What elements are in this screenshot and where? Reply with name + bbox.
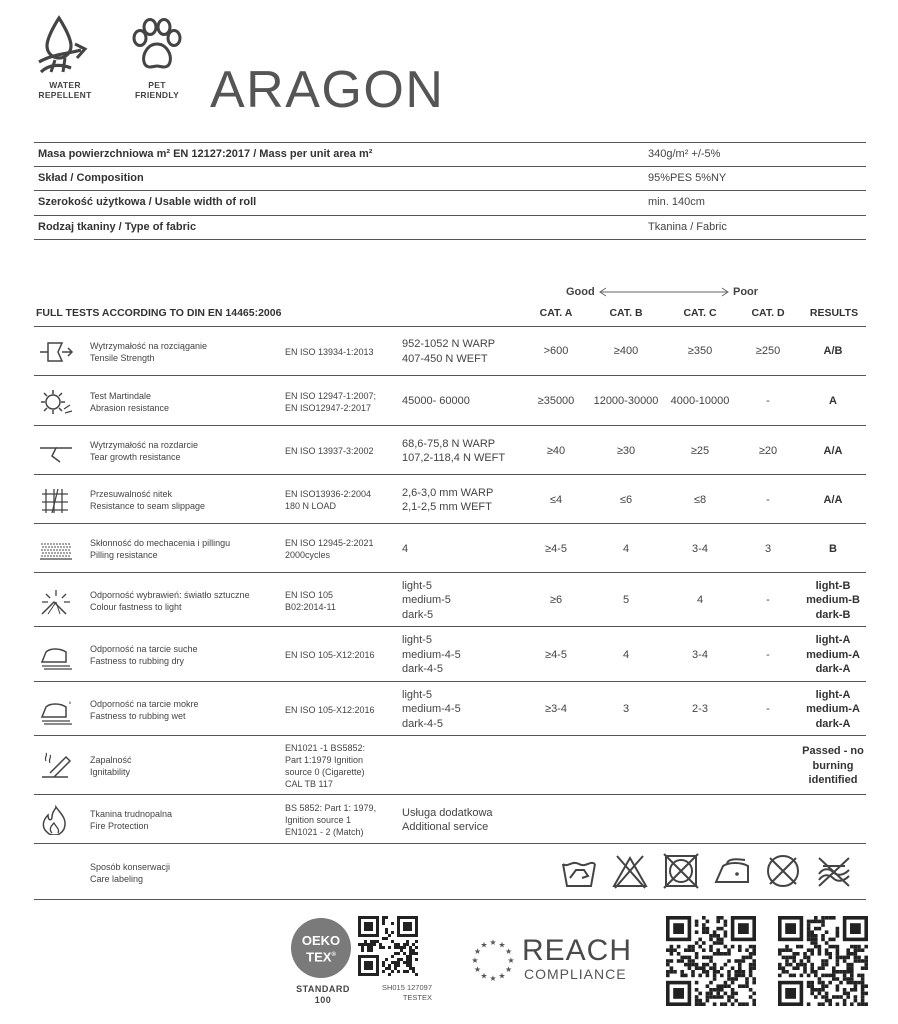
test-norm-line: Part 1:1979 Ignition [285,755,364,765]
svg-text:★: ★ [489,974,497,983]
test-name-en: Tear growth resistance [90,452,181,462]
hand-wash-icon [560,852,598,890]
ignitability-icon [38,751,74,781]
test-norm-line: EN1021 - 2 (Match) [285,827,364,837]
test-norm-line: EN ISO12947-2:2017 [285,402,372,413]
test-value-line: 2,1-2,5 mm WEFT [402,501,492,513]
test-value [402,633,461,677]
test-cat-d: ≥20 [758,444,778,457]
test-cat-a: ≥35000 [537,395,575,407]
rubbing-dry-icon [38,640,74,670]
test-value-line: Additional service [402,821,489,833]
test-cat-d: - [766,594,770,606]
spec-table [34,142,866,240]
test-result-line: light-A [815,634,851,647]
test-norm [285,537,395,561]
qr-code-right [778,916,868,1006]
test-result-line: A/A [823,444,843,457]
test-norm-line: EN ISO 105-X12:2016 [285,650,375,660]
test-value [402,437,505,466]
test-result-line: medium-B [806,594,860,607]
test-result-line: dark-A [815,717,851,730]
no-dry-clean-icon [764,852,802,890]
test-result [792,744,874,788]
test-cat-c: 2-3 [692,703,708,715]
test-norm [285,390,395,414]
test-value [402,337,495,366]
feature-label: PET FRIENDLY [134,80,180,100]
spec-row [34,216,866,241]
test-result-line: burning [812,759,854,772]
water-drop-icon [37,14,93,76]
test-norm [285,346,395,358]
test-cat-b: 12000-30000 [593,395,659,407]
pilling-icon [38,534,74,564]
test-value-line: 68,6-75,8 N WARP [402,437,496,450]
test-result-line: A/A [823,493,843,506]
test-cat-a: ≥3-4 [545,703,567,715]
test-result-line: light-B [815,579,851,592]
test-value-line: dark-4-5 [402,663,443,676]
test-norm-line: EN ISO13936-2:2004 [285,489,372,499]
test-value [402,394,470,409]
reach-logo-text: REACH [522,934,633,967]
test-cat-c: 3-4 [692,542,708,555]
seam-slippage-icon [38,485,74,515]
col-results: RESULTS [809,307,859,319]
test-value-line: medium-5 [402,594,451,607]
test-result-line: light-A [815,688,851,701]
test-name [90,589,250,613]
test-row [34,628,866,682]
feature-label: WATER REPELLENT [38,80,92,100]
test-result-line: A [829,395,837,408]
col-cat-d: CAT. D [751,307,785,319]
oeko-standard: STANDARD 100 [296,984,350,1005]
test-name-pl: Test Martindale [90,390,152,401]
pet-friendly-feature [122,14,192,100]
svg-text:★: ★ [471,956,479,965]
test-cat-d: - [766,395,770,407]
light-fastness-icon [38,586,74,616]
test-name-en: Abrasion resistance [90,402,170,413]
test-value-line: dark-4-5 [402,717,443,730]
test-cat-d: - [766,493,770,506]
test-norm-line: EN ISO 13937-3:2002 [285,446,374,456]
test-result [792,633,874,677]
test-result-line: medium-A [806,703,860,716]
test-value-line: light-5 [402,579,432,592]
test-cat-b: 3 [622,703,630,715]
test-name [90,643,198,667]
svg-text:★: ★ [498,971,506,981]
test-norm-line: B02:2014-11 [285,601,336,612]
svg-text:★: ★ [498,940,506,950]
test-name-en: Fire Protection [90,821,149,831]
test-value [402,806,493,835]
test-norm-line: source 0 (Cigarette) [285,767,365,777]
test-name [90,698,199,722]
spec-value: 95%PES 5%NY [648,171,727,184]
care-labels [560,852,853,890]
fire-icon [38,805,74,835]
test-row [34,796,866,844]
test-name [90,754,132,778]
test-value-line: 407-450 N WEFT [402,352,488,365]
svg-text:★: ★ [473,947,481,956]
test-name-pl: Odporność na tarcie mokre [90,698,199,709]
test-name-en: Tensile Strength [90,352,155,363]
test-cat-c: ≥350 [687,345,713,357]
test-row [34,327,866,376]
test-value-line: 2,6-3,0 mm WARP [402,486,494,499]
test-norm-line: EN ISO 105 [285,589,334,600]
spec-value: min. 140cm [648,196,705,208]
test-name [90,390,169,414]
test-name-pl: Odporność na tarcie suche [90,644,198,654]
test-value-line: light-5 [402,634,432,647]
test-value-line: dark-5 [402,608,434,621]
product-title: ARAGON [210,61,445,119]
no-bleach-icon [611,852,649,890]
test-cat-c: 4000-10000 [670,395,730,407]
test-name-en: Ignitability [90,767,131,777]
scale-good-label: Good [566,286,595,298]
paw-icon [126,14,188,76]
col-cat-b: CAT. B [609,307,643,319]
test-value-line: 4 [402,542,409,555]
test-result [792,344,874,359]
oeko-certificate-code [362,983,432,1003]
test-norm-line: 2000cycles [285,550,331,560]
spec-value: 340g/m² +/-5% [648,148,721,160]
test-value-line: Usługa dodatkowa [402,806,493,819]
test-name [90,808,172,832]
tear-icon [38,436,74,466]
no-wring-icon [815,852,853,890]
test-cat-a: ≥40 [546,444,566,457]
spec-row [34,191,866,216]
qr-code-left [666,916,756,1006]
water-repellent-feature [30,14,100,100]
test-name-en: Care labeling [90,873,144,884]
test-name-en: Fastness to rubbing dry [90,656,185,666]
test-cat-d: ≥250 [755,345,781,357]
iron-low-icon [713,852,751,890]
test-norm-line: EN ISO 13934-1:2013 [285,346,374,357]
test-row [34,427,866,475]
test-cat-b: ≤6 [619,493,633,506]
test-name-pl: Przesuwalność nitek [90,489,173,499]
test-cat-c: ≤8 [693,493,707,506]
test-name [90,537,230,561]
test-cat-b: 4 [622,542,630,555]
test-cat-d: 3 [764,542,772,555]
test-result-line: medium-A [806,648,860,661]
scale-poor-label: Poor [733,286,759,298]
test-row [34,377,866,426]
test-norm [285,704,395,716]
spec-row [34,167,866,192]
test-norm [285,589,395,613]
spec-label: Skład / Composition [38,171,144,184]
test-result [792,394,874,409]
test-name-pl: Odporność wybrawień: światło sztuczne [90,589,250,600]
spec-label: Masa powierzchniowa m² EN 12127:2017 / Mass per unit area m² [38,148,373,160]
test-name-pl: Wytrzymałość na rozdarcie [90,440,198,450]
test-name-pl: Zapalność [90,755,132,765]
test-result-line: Passed - no [802,745,864,758]
test-norm [285,488,395,512]
spec-label: Rodzaj tkaniny / Type of fabric [38,220,197,233]
svg-text:★: ★ [480,971,488,981]
oeko-tex-logo: OEKO TEX® [291,918,351,978]
tests-title: FULL TESTS ACCORDING TO DIN EN 14465:2006 [36,307,282,319]
test-result [792,688,874,732]
test-norm-line: CAL TB 117 [285,779,333,789]
eu-stars-icon [470,937,516,983]
svg-text:★: ★ [505,965,513,974]
test-row [34,737,866,795]
test-value-line: 952-1052 N WARP [402,338,496,350]
test-name-pl: Skłonność do mechacenia i pillingu [90,538,231,548]
test-norm-line: EN ISO 12945-2:2021 [285,538,374,548]
test-name-en: Pilling resistance [90,550,158,560]
test-norm [285,649,395,661]
reach-compliance-text: COMPLIANCE [524,966,627,982]
test-result-line: identified [808,774,858,787]
svg-text:★: ★ [505,947,513,956]
test-result [792,493,874,508]
test-cat-b: ≥400 [613,345,639,357]
test-name [90,488,205,512]
test-cat-a: ≥6 [549,594,563,606]
test-value [402,688,461,732]
test-result-line: B [829,542,837,555]
test-value-line: light-5 [402,688,432,701]
test-norm-line: EN1021 -1 BS5852: [285,743,366,753]
spec-value: Tkanina / Fabric [648,220,727,233]
test-norm [285,445,395,457]
test-row [34,574,866,627]
test-name-pl: Tkanina trudnopalna [90,809,173,819]
test-row [34,525,866,573]
test-cat-b: ≥30 [616,444,636,457]
test-norm-line: EN ISO 105-X12:2016 [285,704,375,715]
test-norm-line: Ignition source 1 [285,815,352,825]
test-result-line: A/B [823,345,843,358]
svg-text:★: ★ [480,940,488,950]
test-value-line: medium-4-5 [402,703,461,716]
test-value [402,486,493,515]
col-cat-c: CAT. C [683,307,717,319]
test-cat-a: ≤4 [549,493,563,506]
test-cat-c: 3-4 [692,648,708,661]
test-row [34,476,866,524]
test-name-en: Resistance to seam slippage [90,501,206,511]
test-cat-d: - [766,703,770,715]
test-norm [285,742,395,790]
test-result-line: dark-B [815,608,851,621]
test-cat-a: ≥4-5 [545,648,567,661]
test-norm-line: 180 N LOAD [285,501,337,511]
test-name [90,861,170,885]
test-result [792,542,874,557]
svg-text:★: ★ [473,965,481,974]
test-name [90,340,207,364]
test-cat-d: - [766,648,770,661]
test-name-pl: Sposób konserwacji [90,861,171,872]
oeko-code-text: SH015 127097 [381,983,432,992]
svg-text:★: ★ [507,956,515,965]
test-cat-b: 5 [622,594,630,606]
test-value [402,542,408,557]
col-cat-a: CAT. A [539,307,573,319]
test-value-line: 45000- 60000 [402,395,470,408]
abrasion-icon [38,387,74,417]
test-norm-line: BS 5852: Part 1: 1979, [285,803,377,813]
test-cat-a: >600 [543,345,569,357]
test-norm-line: EN ISO 12947-1:2007; [285,390,377,401]
scale-arrow-icon [598,287,730,297]
test-row [34,683,866,736]
test-value [402,579,451,623]
test-cat-c: ≥25 [690,444,710,457]
test-cat-b: 4 [622,648,630,661]
spec-label: Szerokość użytkowa / Usable width of roll [38,196,257,208]
test-name-en: Fastness to rubbing wet [90,710,186,721]
oeko-qr-code [358,916,418,976]
test-result-line: dark-A [815,663,851,676]
spec-row [34,142,866,167]
no-tumble-dry-icon [662,852,700,890]
rubbing-wet-icon [38,695,74,725]
test-value-line: 107,2-118,4 N WEFT [402,452,506,464]
test-result [792,444,874,459]
test-name-en: Colour fastness to light [90,601,182,612]
tensile-icon [38,337,74,367]
test-result [792,579,874,623]
test-cat-a: ≥4-5 [545,542,567,555]
test-name-pl: Wytrzymałość na rozciąganie [90,340,207,351]
test-cat-c: 4 [696,594,704,606]
oeko-institute-text: TESTEX [402,993,432,1002]
test-value-line: medium-4-5 [402,648,461,661]
svg-text:★: ★ [489,938,497,947]
test-name [90,439,198,463]
test-norm [285,802,395,838]
